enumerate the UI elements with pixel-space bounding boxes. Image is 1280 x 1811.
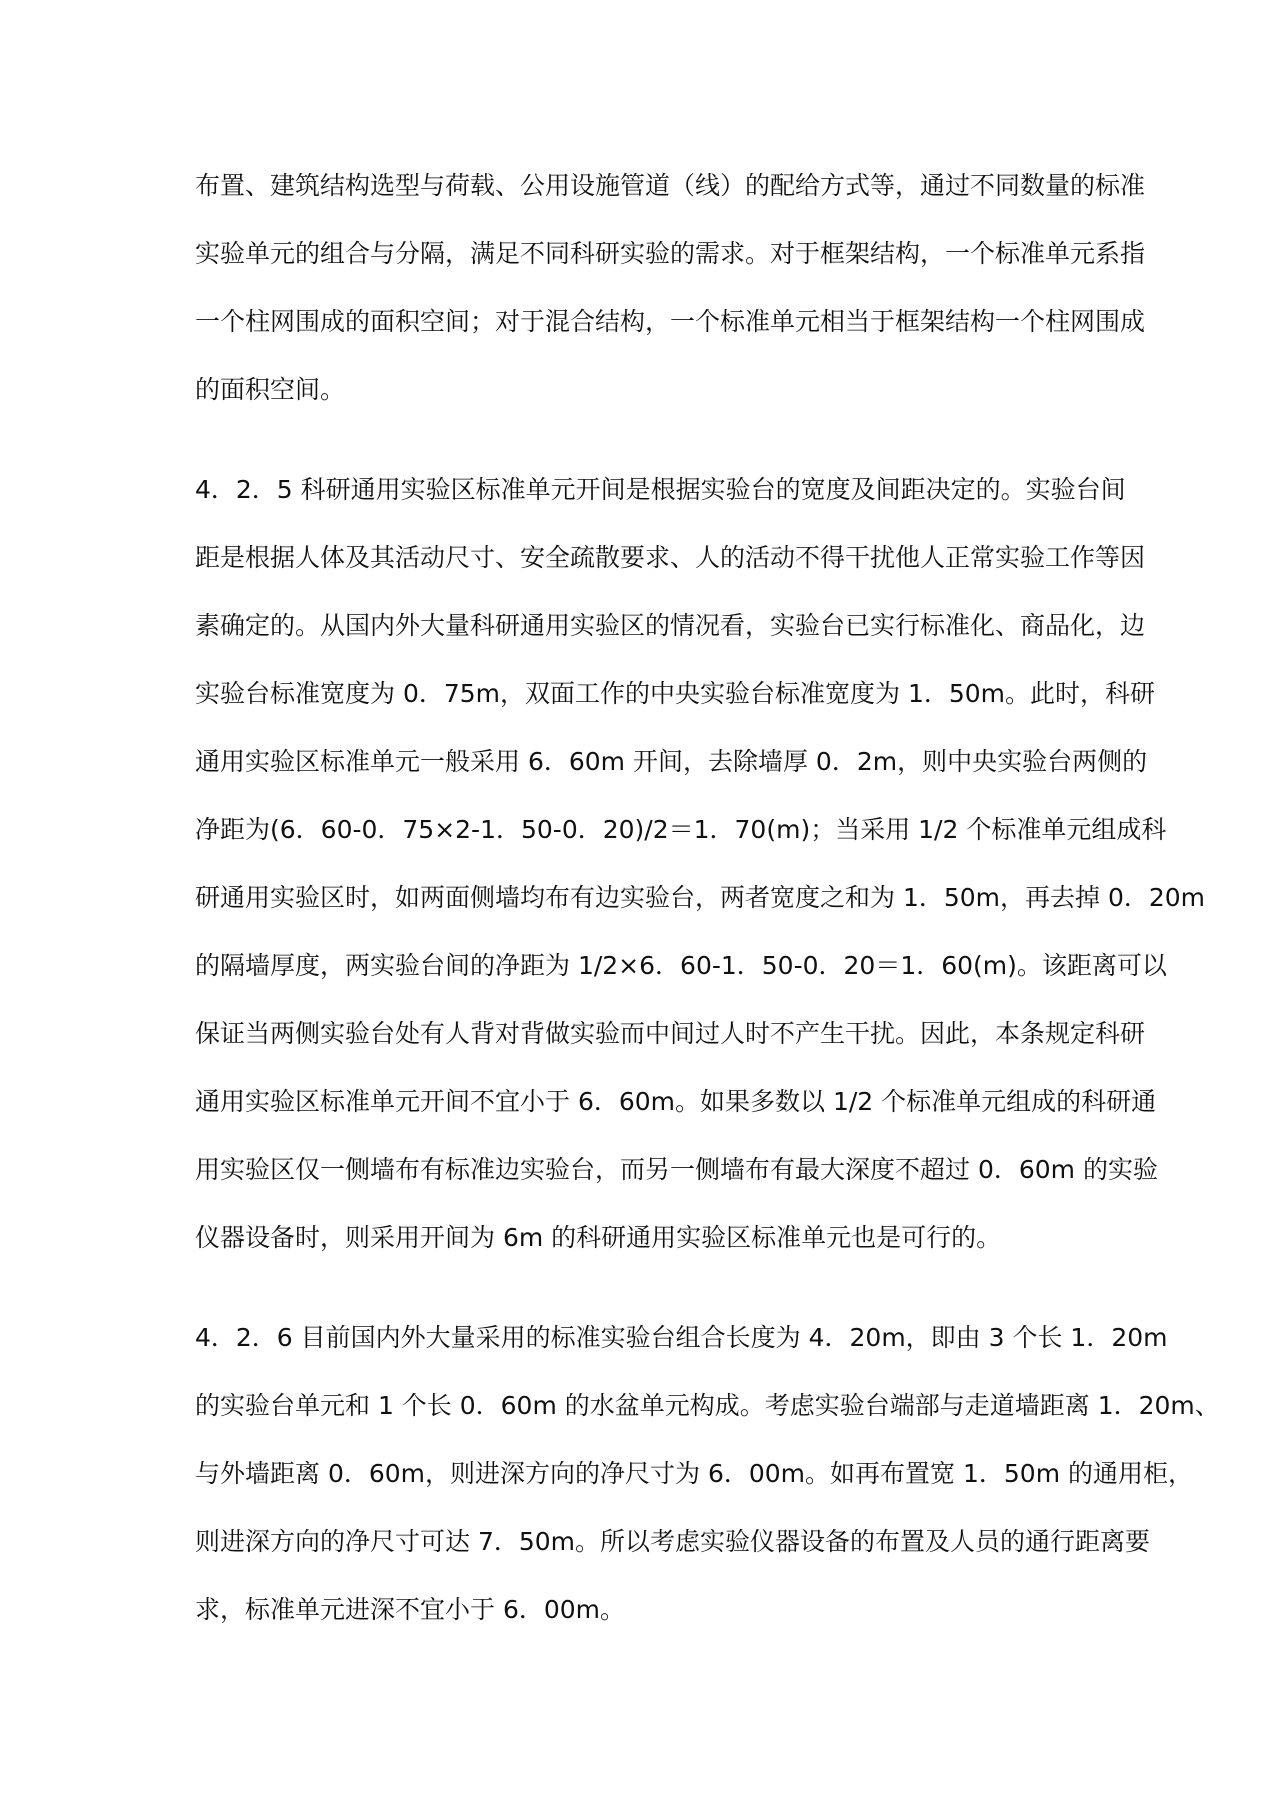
text-line: 求，标准单元进深不宜小于 6．00m。 bbox=[195, 1595, 626, 1624]
text-line: 研通用实验区时，如两面侧墙均布有边实验台，两者宽度之和为 1．50m，再去掉 0．20m bbox=[195, 883, 1206, 912]
text-line: 保证当两侧实验台处有人背对背做实验而中间过人时不产生干扰。因此，本条规定科研 bbox=[195, 1019, 1146, 1048]
text-line: 的隔墙厚度，两实验台间的净距为 1/2×6．60-1．50-0．20＝1．60(m)。该距离可以 bbox=[195, 951, 1167, 980]
text-line: 实验台标准宽度为 0．75m，双面工作的中央实验台标准宽度为 1．50m。此时，科研 bbox=[195, 679, 1156, 708]
paragraph bbox=[195, 168, 1146, 440]
text-line: 距是根据人体及其活动尺寸、安全疏散要求、人的活动不得干扰他人正常实验工作等因 bbox=[195, 543, 1146, 572]
paragraph bbox=[195, 1320, 1220, 1660]
text-line: 布置、建筑结构选型与荷载、公用设施管道（线）的配给方式等，通过不同数量的标准 bbox=[195, 171, 1146, 200]
text-line: 素确定的。从国内外大量科研通用实验区的情况看，实验台已实行标准化、商品化，边 bbox=[195, 611, 1146, 640]
text-line: 实验单元的组合与分隔，满足不同科研实验的需求。对于框架结构，一个标准单元系指 bbox=[195, 239, 1146, 268]
text-line: 通用实验区标准单元一般采用 6．60m 开间，去除墙厚 0．2m，则中央实验台两侧的 bbox=[195, 747, 1148, 776]
text-line: 仪器设备时，则采用开间为 6m 的科研通用实验区标准单元也是可行的。 bbox=[195, 1223, 1002, 1252]
text-line: 则进深方向的净尺寸可达 7．50m。所以考虑实验仪器设备的布置及人员的通行距离要 bbox=[195, 1527, 1151, 1556]
text-line: 4．2．6 目前国内外大量采用的标准实验台组合长度为 4．20m，即由 3 个长 1．20m bbox=[195, 1323, 1168, 1352]
text-line: 用实验区仅一侧墙布有标准边实验台，而另一侧墙布有最大深度不超过 0．60m 的实验 bbox=[195, 1155, 1158, 1184]
text-line: 通用实验区标准单元开间不宜小于 6．60m。如果多数以 1/2 个标准单元组成的科研通 bbox=[195, 1087, 1157, 1116]
text-line: 的面积空间。 bbox=[195, 375, 346, 404]
document-page bbox=[195, 168, 1220, 1660]
text-line: 4．2．5 科研通用实验区标准单元开间是根据实验台的宽度及间距决定的。实验台间 bbox=[195, 475, 1126, 504]
text-line: 净距为(6．60-0．75×2-1．50-0．20)/2＝1．70(m)；当采用 1/2 个标准单元组成科 bbox=[195, 815, 1167, 844]
paragraph bbox=[195, 472, 1206, 1288]
text-line: 的实验台单元和 1 个长 0．60m 的水盆单元构成。考虑实验台端部与走道墙距离 1．20m、 bbox=[195, 1391, 1220, 1420]
text-line: 一个柱网围成的面积空间；对于混合结构，一个标准单元相当于框架结构一个柱网围成 bbox=[195, 307, 1146, 336]
text-line: 与外墙距离 0．60m，则进深方向的净尺寸为 6．00m。如再布置宽 1．50m 的通用柜， bbox=[195, 1459, 1194, 1488]
